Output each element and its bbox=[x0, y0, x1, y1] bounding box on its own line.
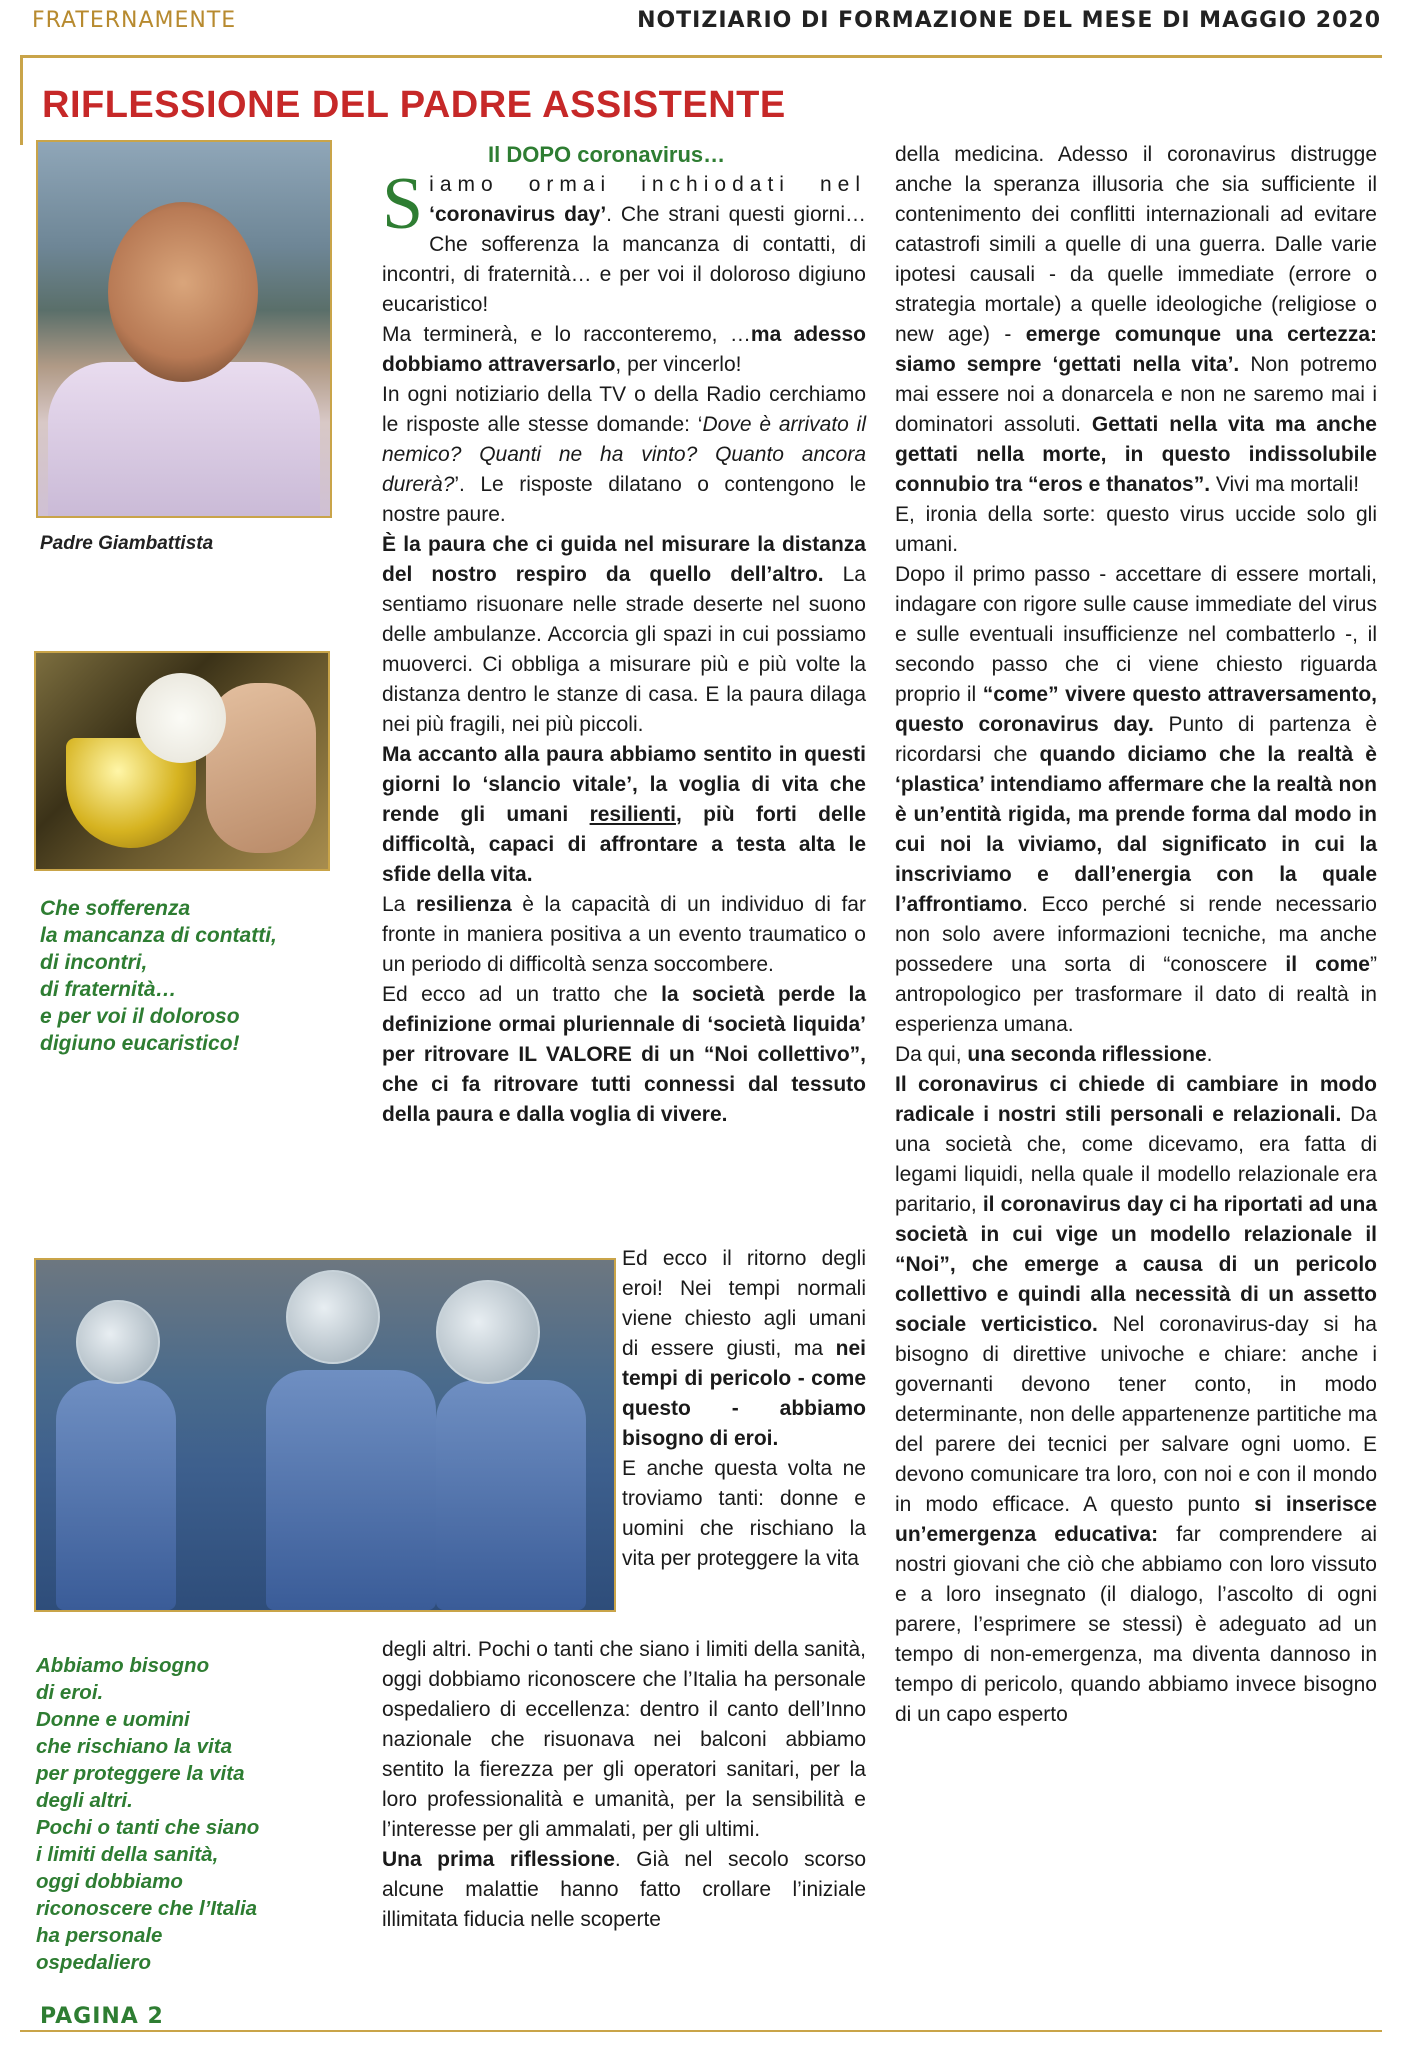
text-run: il coronavirus day ci ha riportati ad una società in cui vige un modello relazionale il “Noi”, che emerge a causa di un pericolo collettivo e quindi alla necessità di un assetto sociale verticistico. bbox=[895, 1193, 1377, 1336]
drop-cap: S bbox=[382, 163, 424, 245]
text-run: È la paura che ci guida nel misurare la distanza del nostro respiro da quello dell’altro. bbox=[382, 533, 866, 586]
text-run: una seconda riflessione bbox=[967, 1043, 1207, 1066]
text-run: . Che strani questi giorni… Che sofferenza la mancanza di contatti, di incontri, di fraternità… e per voi il doloroso digiuno eucaristico! bbox=[382, 203, 866, 316]
footer-divider bbox=[20, 2030, 1382, 2032]
paragraph bbox=[382, 890, 866, 980]
paragraph bbox=[895, 560, 1377, 1040]
text-run: Nel coronavirus-day si ha bisogno di direttive univoche e chiare: anche i governanti devono tener conto, in modo determinante, non delle appartenenze partitiche ma del parere dei tecnici per salvare ogni uomo. E devono comunicare tra loro, con noi e con il mondo in modo efficace. A questo punto bbox=[895, 1313, 1377, 1516]
quote2-line: Abbiamo bisogno bbox=[36, 1654, 210, 1677]
article-column-1 bbox=[382, 163, 867, 1130]
quote1-line: Che sofferenza bbox=[40, 897, 191, 920]
text-run: . Già nel secolo scorso alcune malattie hanno fatto crollare l’iniziale illimitata fiducia nelle scoperte bbox=[382, 1848, 866, 1931]
quote1-line: e per voi il doloroso bbox=[40, 1005, 240, 1028]
article-column-1-bottom bbox=[382, 1635, 866, 1935]
text-run: Non potremo mai essere noi a donarcela e non ne saremo mai i dominatori assoluti. bbox=[895, 353, 1377, 436]
quote1-line: la mancanza di contatti, bbox=[40, 924, 277, 947]
header-side-rule bbox=[20, 55, 23, 145]
text-run: degli altri. Pochi o tanti che siano i limiti della sanità, oggi dobbiamo riconoscere che l’Italia ha personale ospedaliero di eccellenza: dentro il canto dell’Inno nazionale che risuonava nei balconi abbiamo sentito la fierezza per gli operatori sanitari, per la loro professionalità e umanità, per la sensibilità e l’interesse per gli ammalati, per gli ultimi. bbox=[382, 1638, 866, 1841]
priest-shirt bbox=[48, 362, 320, 518]
text-run: E, ironia della sorte: questo virus uccide solo gli umani. bbox=[895, 503, 1377, 556]
medic-helmet bbox=[286, 1270, 380, 1364]
quote2-line: i limiti della sanità, bbox=[36, 1843, 219, 1866]
medic-helmet bbox=[436, 1280, 540, 1384]
paragraph bbox=[382, 163, 866, 320]
text-run: ma adesso dobbiamo attraversarlo bbox=[382, 323, 867, 376]
text-run: “come” vivere questo attraversamento, questo coronavirus day. bbox=[895, 683, 1377, 736]
text-run: resilienza bbox=[415, 893, 512, 916]
text-run: . Ecco perché si rende necessario non solo avere informazioni tecniche, ma anche possedere una sorta di “conoscere bbox=[895, 893, 1377, 976]
article-title: Il DOPO coronavirus… bbox=[488, 142, 726, 167]
quote2-line: per proteggere la vita bbox=[36, 1762, 245, 1785]
quote2-line: che rischiano la vita bbox=[36, 1735, 232, 1758]
quote2-line: ha personale bbox=[36, 1924, 163, 1947]
text-run: La sentiamo risuonare nelle strade deserte nel suono delle ambulanze. Accorcia gli spazi in cui possiamo muoverci. Ci obbliga a misurare più e più volte la distanza dentro le stanze di casa. E la paura dilaga nei più fragili, nei più piccoli. bbox=[382, 563, 866, 736]
text-run: quando diciamo che la realtà è ‘plastica’ intendiamo affermare che la realtà non è un’entità rigida, ma prende forma dal modo in cui noi la viviamo, dal significato in cui la inscriviamo e dall’energia con la quale l’affrontiamo bbox=[895, 743, 1377, 916]
text-run: la società perde la definizione ormai pluriennale di ‘società liquida’ per ritrovare IL VALORE di un “Noi collettivo”, che ci fa ritrovare tutti connessi dal tessuto della paura e dalla voglia di vivere. bbox=[382, 983, 867, 1126]
section-title: RIFLESSIONE DEL PADRE ASSISTENTE bbox=[42, 84, 786, 126]
quote1-line: di incontri, bbox=[40, 951, 148, 974]
text-run: E anche questa volta ne troviamo tanti: donne e uomini che rischiano la vita per proteggere la vita bbox=[622, 1457, 866, 1570]
text-run: , più forti delle difficoltà, capaci di affrontare a testa alta le sfide della vita. bbox=[382, 803, 866, 886]
medic-figure bbox=[266, 1370, 436, 1610]
newsletter-name: FRATERNAMENTE bbox=[32, 8, 237, 33]
text-run: Dopo il primo passo - accettare di essere mortali, indagare con rigore sulle cause immediate del virus e sulle eventuali insufficienze nel combatterlo -, il secondo passo che ci viene chiesto riguarda proprio il bbox=[895, 563, 1377, 706]
quote2-line: riconoscere che l’Italia bbox=[36, 1897, 258, 1920]
text-run: Ma terminerà, e lo racconteremo, … bbox=[382, 323, 751, 346]
text-run: resilienti bbox=[589, 803, 676, 826]
quote1-line: digiuno eucaristico! bbox=[40, 1032, 240, 1055]
priest-face bbox=[108, 202, 258, 382]
medical-staff-photo bbox=[34, 1258, 616, 1612]
priest-photo bbox=[36, 140, 332, 518]
priest-caption: Padre Giambattista bbox=[40, 533, 214, 554]
medic-figure bbox=[56, 1380, 176, 1610]
quote2-line: ospedaliero bbox=[36, 1951, 152, 1974]
text-run: far comprendere ai nostri giovani che ciò che abbiamo con loro vissuto e a loro insegnato (il dialogo, l’ascolto di ogni parere, l’esprimere se stessi) è adeguato ad un tempo di non-emergenza, ma diventa dannoso in tempo di pericolo, quando abbiamo invece bisogno di un capo esperto bbox=[895, 1523, 1377, 1726]
text-run: il come bbox=[1285, 953, 1370, 976]
text-run: Ed ecco il ritorno degli eroi! Nei tempi normali viene chiesto agli umani di essere giusti, ma bbox=[622, 1247, 866, 1360]
paragraph bbox=[382, 1635, 866, 1845]
text-run: è la capacità di un individuo di far fronte in maniera positiva a un evento traumatico o un periodo di difficoltà senza soccombere. bbox=[382, 893, 866, 976]
issue-title: NOTIZIARIO DI FORMAZIONE DEL MESE DI MAGGIO 2020 bbox=[637, 8, 1381, 33]
text-run: ‘coronavirus day’ bbox=[429, 203, 607, 226]
medic-helmet bbox=[76, 1300, 160, 1384]
page-number: PAGINA 2 bbox=[40, 2004, 164, 2029]
paragraph bbox=[895, 500, 1377, 560]
paragraph bbox=[895, 1070, 1377, 1730]
quote2-line: degli altri. bbox=[36, 1789, 133, 1812]
text-run: Da una società che, come dicevamo, era fatta di legami liquidi, nella quale il modello relazionale era paritario, bbox=[895, 1103, 1377, 1216]
quote2-line: Donne e uomini bbox=[36, 1708, 190, 1731]
text-run: ” antropologico per trasformare il dato di realtà in esperienza umana. bbox=[895, 953, 1377, 1036]
article-column-2 bbox=[895, 140, 1377, 1730]
pull-quote-2 bbox=[36, 1652, 336, 1976]
paragraph bbox=[895, 140, 1377, 500]
text-run: si inserisce un’emergenza educativa: bbox=[895, 1493, 1377, 1546]
text-run: iamo ormai inchiodati nel bbox=[429, 173, 866, 196]
text-run: nei tempi di pericolo - come questo - abbiamo bisogno di eroi. bbox=[622, 1337, 866, 1450]
text-run: La bbox=[382, 893, 416, 916]
paragraph bbox=[382, 320, 866, 380]
quote2-line: oggi dobbiamo bbox=[36, 1870, 183, 1893]
text-run: , per vincerlo! bbox=[615, 353, 742, 376]
text-run: Punto di partenza è ricordarsi che bbox=[895, 713, 1378, 766]
text-run: Vivi ma mortali! bbox=[1210, 473, 1360, 496]
paragraph bbox=[382, 980, 866, 1130]
text-run: In ogni notiziario della TV o della Radio cerchiamo le risposte alle stesse domande: ‘ bbox=[382, 383, 866, 436]
quote1-line: di fraternità… bbox=[40, 978, 177, 1001]
text-run: della medicina. Adesso il coronavirus distrugge anche la speranza illusoria che sia sufficiente il contenimento dei conflitti internazionali ad evitare catastrofi simili a quelle di una guerra. Dalle varie ipotesi causali - da quelle immediate (errore o strategia mortale) a quelle ideologiche (religiose o new age) - bbox=[895, 143, 1377, 346]
text-run: Ed ecco ad un tratto che bbox=[382, 983, 662, 1006]
text-run: Da qui, bbox=[895, 1043, 968, 1066]
header-divider bbox=[20, 55, 1382, 58]
text-run: Gettati nella vita ma anche gettati nella morte, in questo indissolubile connubio tra “eros e thanatos”. bbox=[895, 413, 1377, 496]
paragraph bbox=[382, 530, 866, 740]
text-run: Dove è arrivato il nemico? Quanti ne ha vinto? Quanto ancora durerà? bbox=[382, 413, 867, 496]
paragraph bbox=[382, 380, 866, 530]
paragraph bbox=[622, 1454, 866, 1574]
text-run: . bbox=[1206, 1043, 1213, 1066]
text-run: emerge comunque una certezza: siamo sempre ‘gettati nella vita’. bbox=[895, 323, 1377, 376]
text-run: Una prima riflessione bbox=[382, 1848, 615, 1871]
chalice-photo bbox=[34, 651, 330, 871]
medic-figure bbox=[436, 1380, 586, 1610]
text-run: ’. Le risposte dilatano o contengono le nostre paure. bbox=[382, 473, 866, 526]
host-wafer bbox=[136, 673, 226, 763]
paragraph bbox=[622, 1244, 866, 1454]
pull-quote-1 bbox=[40, 895, 340, 1057]
paragraph bbox=[382, 740, 866, 890]
quote2-line: di eroi. bbox=[36, 1681, 104, 1704]
article-wrap-text bbox=[622, 1244, 866, 1574]
paragraph bbox=[382, 1845, 866, 1935]
text-run: Il coronavirus ci chiede di cambiare in modo radicale i nostri stili personali e relazionali. bbox=[895, 1073, 1377, 1126]
text-run: Ma accanto alla paura abbiamo sentito in questi giorni lo ‘slancio vitale’, la voglia di vita che rende gli umani bbox=[382, 743, 866, 826]
paragraph bbox=[895, 1040, 1377, 1070]
quote2-line: Pochi o tanti che siano bbox=[36, 1816, 260, 1839]
